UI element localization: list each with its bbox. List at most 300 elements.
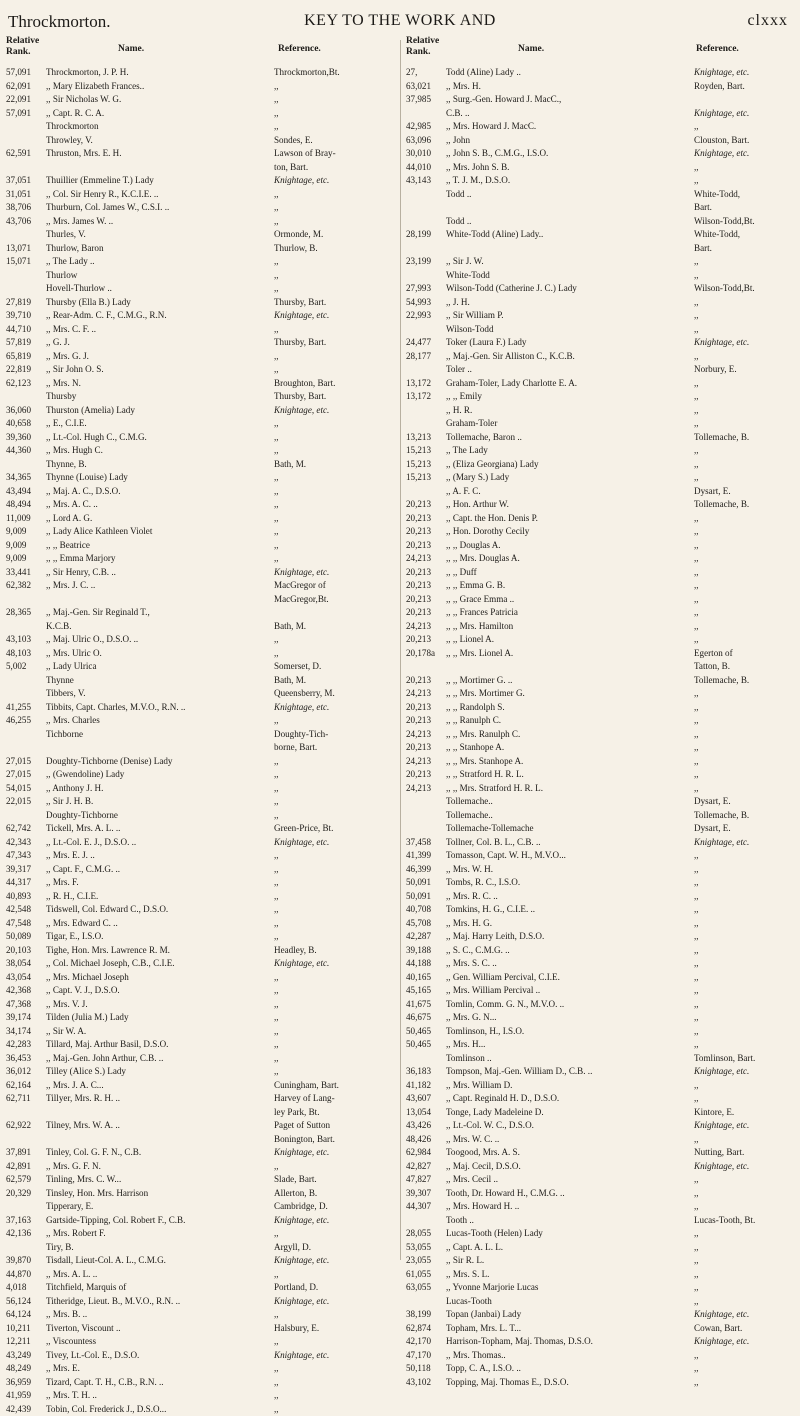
entry-reference: ,, bbox=[694, 849, 796, 863]
entry-reference: ,, bbox=[274, 350, 392, 364]
entry-row bbox=[406, 1268, 796, 1282]
entry-reference: Queensberry, M. bbox=[274, 687, 392, 701]
entry-reference: ,, bbox=[694, 944, 796, 958]
entry-row bbox=[6, 1214, 392, 1228]
entry-rank: 53,055 bbox=[406, 1241, 446, 1255]
entry-rank: 48,426 bbox=[406, 1133, 446, 1147]
entry-rank: 36,959 bbox=[6, 1376, 46, 1390]
entry-rank: 62,579 bbox=[6, 1173, 46, 1187]
entry-row bbox=[406, 579, 796, 593]
entry-reference: borne, Bart. bbox=[274, 741, 392, 755]
entry-row bbox=[6, 1038, 392, 1052]
entry-reference: Green-Price, Bt. bbox=[274, 822, 392, 836]
entry-reference: ,, bbox=[694, 984, 796, 998]
entry-name: ,, ,, Stanhope A. bbox=[446, 741, 690, 755]
entry-row bbox=[406, 188, 796, 202]
entry-row bbox=[6, 1268, 392, 1282]
entry-name: Thurburn, Col. James W., C.S.I. .. bbox=[46, 201, 272, 215]
entry-reference: Cambridge, D. bbox=[274, 1200, 392, 1214]
entry-name: ,, Mrs. G. N... bbox=[446, 1011, 690, 1025]
entry-reference: ,, bbox=[274, 201, 392, 215]
entry-name: Thynne (Louise) Lady bbox=[46, 471, 272, 485]
entry-name: Throckmorton, J. P. H. bbox=[46, 66, 272, 80]
entry-name: ,, Rear-Adm. C. F., C.M.G., R.N. bbox=[46, 309, 272, 323]
entry-name: Topan (Janbai) Lady bbox=[446, 1308, 690, 1322]
entry-name: Tivey, Lt.-Col. E., D.S.O. bbox=[46, 1349, 272, 1363]
entry-reference: ,, bbox=[694, 309, 796, 323]
entry-reference: Slade, Bart. bbox=[274, 1173, 392, 1187]
entry-row bbox=[6, 1160, 392, 1174]
entry-rank: 15,213 bbox=[406, 444, 446, 458]
entry-rank: 62,123 bbox=[6, 377, 46, 391]
entry-row bbox=[6, 674, 392, 688]
entry-row bbox=[6, 471, 392, 485]
entry-rank: 54,993 bbox=[406, 296, 446, 310]
entry-reference: Knightage, etc. bbox=[274, 1254, 392, 1268]
entry-row bbox=[6, 890, 392, 904]
entry-reference: Knightage, etc. bbox=[694, 1119, 796, 1133]
entry-name: ,, Mrs. E. bbox=[46, 1362, 272, 1376]
entry-reference: ,, bbox=[694, 525, 796, 539]
entry-reference: ,, bbox=[694, 1011, 796, 1025]
entry-name: Hovell-Thurlow .. bbox=[46, 282, 272, 296]
entry-rank: 31,051 bbox=[6, 188, 46, 202]
entry-name: Thruston, Mrs. E. H. bbox=[46, 147, 272, 161]
entry-row bbox=[6, 836, 392, 850]
entry-row bbox=[406, 768, 796, 782]
entry-reference: Dysart, E. bbox=[694, 822, 796, 836]
entry-reference: Knightage, etc. bbox=[274, 1295, 392, 1309]
entry-row bbox=[6, 768, 392, 782]
entry-rank: 13,172 bbox=[406, 390, 446, 404]
entry-name: ,, Mrs. Thomas.. bbox=[446, 1349, 690, 1363]
entry-name: Tisdall, Lieut-Col. A. L., C.M.G. bbox=[46, 1254, 272, 1268]
entry-row bbox=[406, 822, 796, 836]
entry-reference: Tollemache, B. bbox=[694, 498, 796, 512]
entry-rank: 20,213 bbox=[406, 512, 446, 526]
entry-reference: ,, bbox=[694, 1079, 796, 1093]
entry-name: ,, Sir R. L. bbox=[446, 1254, 690, 1268]
entry-reference: Thursby, Bart. bbox=[274, 390, 392, 404]
entry-name: Thursby (Ella B.) Lady bbox=[46, 296, 272, 310]
entry-row bbox=[6, 228, 392, 242]
entry-name: Tomlinson, H., I.S.O. bbox=[446, 1025, 690, 1039]
entry-rank: 50,118 bbox=[406, 1362, 446, 1376]
entry-name: ,, Sir William P. bbox=[446, 309, 690, 323]
entry-rank: 24,213 bbox=[406, 782, 446, 796]
entry-reference: Headley, B. bbox=[274, 944, 392, 958]
entry-rank: 20,213 bbox=[406, 714, 446, 728]
entry-row bbox=[406, 309, 796, 323]
entry-rank: 57,819 bbox=[6, 336, 46, 350]
entry-reference: Cowan, Bart. bbox=[694, 1322, 796, 1336]
entry-row bbox=[406, 147, 796, 161]
entry-row bbox=[406, 1281, 796, 1295]
entry-name: ,, Sir W. A. bbox=[46, 1025, 272, 1039]
entry-name: ,, Capt. the Hon. Denis P. bbox=[446, 512, 690, 526]
entry-name: Tiverton, Viscount .. bbox=[46, 1322, 272, 1336]
entry-reference: ,, bbox=[694, 728, 796, 742]
entry-rank: 46,675 bbox=[406, 1011, 446, 1025]
entry-name: ,, Mrs. W. H. bbox=[446, 863, 690, 877]
entry-rank: 28,365 bbox=[6, 606, 46, 620]
entry-row bbox=[406, 1011, 796, 1025]
entry-rank: 30,010 bbox=[406, 147, 446, 161]
entry-name: ,, Col. Sir Henry R., K.C.I.E. .. bbox=[46, 188, 272, 202]
entry-row bbox=[406, 660, 796, 674]
entry-name: Topp, C. A., I.S.O. .. bbox=[446, 1362, 690, 1376]
entry-row bbox=[406, 336, 796, 350]
entry-reference: ,, bbox=[694, 1187, 796, 1201]
entry-row bbox=[406, 957, 796, 971]
entry-name: ,, ,, Mrs. Ranulph C. bbox=[446, 728, 690, 742]
entry-rank: 37,051 bbox=[6, 174, 46, 188]
entry-row bbox=[406, 687, 796, 701]
entry-name: ,, Gen. William Percival, C.I.E. bbox=[446, 971, 690, 985]
entry-reference: Egerton of bbox=[694, 647, 796, 661]
entry-rank: 40,893 bbox=[6, 890, 46, 904]
entry-reference: ,, bbox=[694, 552, 796, 566]
entry-name: ,, Mrs. Charles bbox=[46, 714, 272, 728]
entry-reference: Bart. bbox=[694, 242, 796, 256]
entry-row bbox=[406, 363, 796, 377]
entry-rank: 44,870 bbox=[6, 1268, 46, 1282]
entry-reference: ,, bbox=[274, 647, 392, 661]
entry-rank: 43,426 bbox=[406, 1119, 446, 1133]
entry-rank: 9,009 bbox=[6, 552, 46, 566]
entry-row bbox=[6, 404, 392, 418]
entry-reference: Knightage, etc. bbox=[274, 1146, 392, 1160]
entry-reference: ,, bbox=[694, 1281, 796, 1295]
entry-rank: 48,249 bbox=[6, 1362, 46, 1376]
entry-reference: ,, bbox=[274, 809, 392, 823]
entry-name: ,, Mrs. James W. .. bbox=[46, 215, 272, 229]
entry-row bbox=[6, 282, 392, 296]
entry-reference: ,, bbox=[694, 903, 796, 917]
entry-row bbox=[406, 512, 796, 526]
entry-reference: ,, bbox=[274, 1268, 392, 1282]
entry-name: Thuillier (Emmeline T.) Lady bbox=[46, 174, 272, 188]
entry-name: ,, Mrs. William D. bbox=[446, 1079, 690, 1093]
entry-reference: ,, bbox=[694, 957, 796, 971]
entry-name: ,, Maj. Ulric O., D.S.O. .. bbox=[46, 633, 272, 647]
entry-name: Thynne, B. bbox=[46, 458, 272, 472]
entry-reference: ,, bbox=[694, 917, 796, 931]
entry-reference: Clouston, Bart. bbox=[694, 134, 796, 148]
entry-reference: ,, bbox=[274, 890, 392, 904]
entry-row bbox=[6, 444, 392, 458]
entry-rank: 47,343 bbox=[6, 849, 46, 863]
entry-reference: Somerset, D. bbox=[274, 660, 392, 674]
entry-name: ,, ,, Mrs. Hamilton bbox=[446, 620, 690, 634]
entry-row bbox=[6, 647, 392, 661]
entry-rank: 44,317 bbox=[6, 876, 46, 890]
entry-reference: ,, bbox=[274, 1065, 392, 1079]
entry-reference: ,, bbox=[694, 1241, 796, 1255]
entry-rank: 54,015 bbox=[6, 782, 46, 796]
entry-rank: 23,199 bbox=[406, 255, 446, 269]
entry-name: ,, Lt.-Col. W. C., D.S.O. bbox=[446, 1119, 690, 1133]
entry-rank: 44,360 bbox=[6, 444, 46, 458]
entry-rank: 56,124 bbox=[6, 1295, 46, 1309]
entry-rank: 44,307 bbox=[406, 1200, 446, 1214]
entry-name: Tilley (Alice S.) Lady bbox=[46, 1065, 272, 1079]
entry-row bbox=[6, 66, 392, 80]
entry-rank: 37,891 bbox=[6, 1146, 46, 1160]
entry-row bbox=[6, 755, 392, 769]
entry-name: ,, Maj.-Gen. John Arthur, C.B. .. bbox=[46, 1052, 272, 1066]
entry-rank: 28,177 bbox=[406, 350, 446, 364]
entry-reference: ,, bbox=[274, 552, 392, 566]
entry-name: Wilson-Todd (Catherine J. C.) Lady bbox=[446, 282, 690, 296]
entry-name: C.B. .. bbox=[446, 107, 690, 121]
entry-reference: ,, bbox=[274, 984, 392, 998]
entry-rank: 13,054 bbox=[406, 1106, 446, 1120]
entry-name: ,, Maj. Harry Leith, D.S.O. bbox=[446, 930, 690, 944]
entry-name: Tollner, Col. B. L., C.B. .. bbox=[446, 836, 690, 850]
entry-rank: 50,465 bbox=[406, 1025, 446, 1039]
entry-rank: 24,213 bbox=[406, 728, 446, 742]
entry-name: White-Todd bbox=[446, 269, 690, 283]
entry-name: ,, Mrs. E. J. .. bbox=[46, 849, 272, 863]
entry-name: ,, A. F. C. bbox=[446, 485, 690, 499]
entry-row bbox=[6, 431, 392, 445]
entry-row bbox=[406, 498, 796, 512]
entry-reference: ,, bbox=[274, 120, 392, 134]
entry-name: ,, ,, Frances Patricia bbox=[446, 606, 690, 620]
entry-reference: ,, bbox=[274, 1308, 392, 1322]
entry-name: ,, ,, Beatrice bbox=[46, 539, 272, 553]
entry-row bbox=[406, 1308, 796, 1322]
entry-name: ,, (Eliza Georgiana) Lady bbox=[446, 458, 690, 472]
entry-row bbox=[406, 350, 796, 364]
entry-row bbox=[6, 795, 392, 809]
entry-name: ,, Yvonne Marjorie Lucas bbox=[446, 1281, 690, 1295]
entry-name: ,, Anthony J. H. bbox=[46, 782, 272, 796]
entry-row bbox=[6, 1119, 392, 1133]
entry-reference: Ormonde, M. bbox=[274, 228, 392, 242]
entry-name: Throckmorton bbox=[46, 120, 272, 134]
entry-name: ,, Mrs. Ulric O. bbox=[46, 647, 272, 661]
entry-name: Tidswell, Col. Edward C., D.S.O. bbox=[46, 903, 272, 917]
entry-rank: 13,213 bbox=[406, 431, 446, 445]
entry-reference: Throckmorton,Bt. bbox=[274, 66, 392, 80]
entry-name: ,, S. C., C.M.G. .. bbox=[446, 944, 690, 958]
entry-reference: ,, bbox=[694, 1349, 796, 1363]
entry-row bbox=[6, 1403, 392, 1416]
entry-rank: 22,015 bbox=[6, 795, 46, 809]
entry-row bbox=[406, 134, 796, 148]
entry-reference: ,, bbox=[274, 1025, 392, 1039]
entry-rank: 43,102 bbox=[406, 1376, 446, 1390]
entry-name: ,, Mrs. William Percival .. bbox=[446, 984, 690, 998]
left-column bbox=[6, 36, 392, 1416]
entry-reference: Doughty-Tich- bbox=[274, 728, 392, 742]
entry-name: ,, Mrs. G. F. N. bbox=[46, 1160, 272, 1174]
entry-name: ,, G. J. bbox=[46, 336, 272, 350]
entry-reference: ,, bbox=[694, 1254, 796, 1268]
entry-name: ,, Mrs. C. F. .. bbox=[46, 323, 272, 337]
entry-rank: 43,249 bbox=[6, 1349, 46, 1363]
entry-reference: Lawson of Bray- bbox=[274, 147, 392, 161]
entry-name: ,, Maj.-Gen. Sir Reginald T., bbox=[46, 606, 272, 620]
entry-row bbox=[406, 552, 796, 566]
entry-row bbox=[406, 1214, 796, 1228]
entry-name: ,, Col. Michael Joseph, C.B., C.I.E. bbox=[46, 957, 272, 971]
entry-row bbox=[6, 633, 392, 647]
entry-rank: 27,993 bbox=[406, 282, 446, 296]
entry-name: ,, Lt.-Col. E. J., D.S.O. .. bbox=[46, 836, 272, 850]
entry-reference: Tollemache, B. bbox=[694, 431, 796, 445]
entry-name: ,, ,, Mrs. Stanhope A. bbox=[446, 755, 690, 769]
entry-reference: Knightage, etc. bbox=[694, 1160, 796, 1174]
entry-rank: 4,018 bbox=[6, 1281, 46, 1295]
entry-reference: ,, bbox=[274, 1362, 392, 1376]
entry-row bbox=[406, 269, 796, 283]
entry-row bbox=[6, 917, 392, 931]
entry-reference: ,, bbox=[274, 255, 392, 269]
entry-row bbox=[406, 1119, 796, 1133]
entry-name: Tigar, E., I.S.O. bbox=[46, 930, 272, 944]
entry-name: ,, ,, Mortimer G. .. bbox=[446, 674, 690, 688]
entry-rank: 50,091 bbox=[406, 876, 446, 890]
heading-reference: Reference. bbox=[278, 44, 321, 55]
entry-rank: 39,870 bbox=[6, 1254, 46, 1268]
entry-name: Doughty-Tichborne bbox=[46, 809, 272, 823]
entry-name: Tickell, Mrs. A. L. .. bbox=[46, 822, 272, 836]
entry-row bbox=[6, 1322, 392, 1336]
entry-rank: 39,360 bbox=[6, 431, 46, 445]
entry-name: ,, Mrs. S. L. bbox=[446, 1268, 690, 1282]
entry-reference: ,, bbox=[274, 512, 392, 526]
entry-name: Todd .. bbox=[446, 188, 690, 202]
entry-rank: 9,009 bbox=[6, 525, 46, 539]
entry-row bbox=[406, 1227, 796, 1241]
entry-reference: ,, bbox=[274, 755, 392, 769]
entry-row bbox=[6, 606, 392, 620]
entry-name: ,, Sir J. W. bbox=[446, 255, 690, 269]
entry-name: ,, John S. B., C.M.G., I.S.O. bbox=[446, 147, 690, 161]
entry-name: Tollemache-Tollemache bbox=[446, 822, 690, 836]
entry-name: ,, ,, Douglas A. bbox=[446, 539, 690, 553]
entry-row bbox=[406, 1376, 796, 1390]
entry-name: ,, Lord A. G. bbox=[46, 512, 272, 526]
entry-row bbox=[6, 1389, 392, 1403]
entry-rank: 42,287 bbox=[406, 930, 446, 944]
entry-name: ,, Mrs. Howard J. MacC. bbox=[446, 120, 690, 134]
entry-reference: ,, bbox=[694, 1038, 796, 1052]
entry-row bbox=[406, 485, 796, 499]
entry-reference: Bonington, Bart. bbox=[274, 1133, 392, 1147]
entry-reference: Knightage, etc. bbox=[274, 404, 392, 418]
entry-name: ,, ,, Randolph S. bbox=[446, 701, 690, 715]
entry-reference: ,, bbox=[694, 458, 796, 472]
entry-reference: ,, bbox=[274, 269, 392, 283]
entry-row bbox=[406, 849, 796, 863]
entry-name: Topham, Mrs. L. T... bbox=[446, 1322, 690, 1336]
entry-reference: Tatton, B. bbox=[694, 660, 796, 674]
entry-name: Throwley, V. bbox=[46, 134, 272, 148]
entry-reference: ,, bbox=[274, 971, 392, 985]
entry-reference: ,, bbox=[694, 593, 796, 607]
entry-reference: Kintore, E. bbox=[694, 1106, 796, 1120]
entry-row bbox=[6, 525, 392, 539]
entry-reference: ,, bbox=[694, 1173, 796, 1187]
entry-row bbox=[6, 566, 392, 580]
entry-name: Tobin, Col. Frederick J., D.S.O... bbox=[46, 1403, 272, 1416]
entry-rank: 36,453 bbox=[6, 1052, 46, 1066]
entry-row bbox=[6, 498, 392, 512]
entry-name: Topping, Maj. Thomas E., D.S.O. bbox=[446, 1376, 690, 1390]
entry-name: ,, Mrs. V. J. bbox=[46, 998, 272, 1012]
entry-rank: 62,874 bbox=[406, 1322, 446, 1336]
entry-row bbox=[6, 957, 392, 971]
entry-reference: ,, bbox=[694, 539, 796, 553]
entry-row bbox=[6, 552, 392, 566]
entry-name: ,, Capt. R. C. A. bbox=[46, 107, 272, 121]
entry-name: ,, ,, Ranulph C. bbox=[446, 714, 690, 728]
entry-name: ,, Lady Ulrica bbox=[46, 660, 272, 674]
entry-name: ,, Mrs. Howard H. .. bbox=[446, 1200, 690, 1214]
entry-rank: 37,458 bbox=[406, 836, 446, 850]
entry-rank: 22,819 bbox=[6, 363, 46, 377]
entry-name: Thurlow bbox=[46, 269, 272, 283]
entry-rank: 43,054 bbox=[6, 971, 46, 985]
entry-reference: Lucas-Tooth, Bt. bbox=[694, 1214, 796, 1228]
entry-row bbox=[6, 998, 392, 1012]
entry-name: Todd (Aline) Lady .. bbox=[446, 66, 690, 80]
entry-reference: Knightage, etc. bbox=[274, 701, 392, 715]
entry-row bbox=[406, 228, 796, 242]
entry-row bbox=[406, 242, 796, 256]
entry-reference: ,, bbox=[274, 1227, 392, 1241]
entry-row bbox=[406, 471, 796, 485]
entry-reference: ,, bbox=[274, 633, 392, 647]
entry-row bbox=[6, 174, 392, 188]
entry-reference: Knightage, etc. bbox=[274, 309, 392, 323]
entry-rank: 40,658 bbox=[6, 417, 46, 431]
entry-reference: ,, bbox=[274, 93, 392, 107]
entry-reference: ,, bbox=[274, 1389, 392, 1403]
entry-row bbox=[406, 539, 796, 553]
entry-rank: 42,439 bbox=[6, 1403, 46, 1416]
entry-row bbox=[406, 890, 796, 904]
entry-rank: 24,213 bbox=[406, 620, 446, 634]
entry-name: ,, (Gwendoline) Lady bbox=[46, 768, 272, 782]
entry-row bbox=[406, 633, 796, 647]
entry-row bbox=[406, 1133, 796, 1147]
entry-reference: ,, bbox=[274, 215, 392, 229]
entry-rank: 23,055 bbox=[406, 1254, 446, 1268]
entry-name: Thurston (Amelia) Lady bbox=[46, 404, 272, 418]
entry-rank: 42,343 bbox=[6, 836, 46, 850]
entry-rank: 10,211 bbox=[6, 1322, 46, 1336]
entry-reference: Knightage, etc. bbox=[694, 336, 796, 350]
entry-row bbox=[6, 215, 392, 229]
entry-rank: 48,494 bbox=[6, 498, 46, 512]
entry-row bbox=[406, 971, 796, 985]
entry-reference: Paget of Sutton bbox=[274, 1119, 392, 1133]
entry-name: ,, Sir Henry, C.B. .. bbox=[46, 566, 272, 580]
entry-name: Toler .. bbox=[446, 363, 690, 377]
entry-name: Thursby bbox=[46, 390, 272, 404]
entry-name: ,, H. R. bbox=[446, 404, 690, 418]
entry-row bbox=[406, 1106, 796, 1120]
entry-reference: ,, bbox=[694, 998, 796, 1012]
entry-row bbox=[406, 674, 796, 688]
entry-row bbox=[6, 1011, 392, 1025]
entry-reference: Argyll, D. bbox=[274, 1241, 392, 1255]
